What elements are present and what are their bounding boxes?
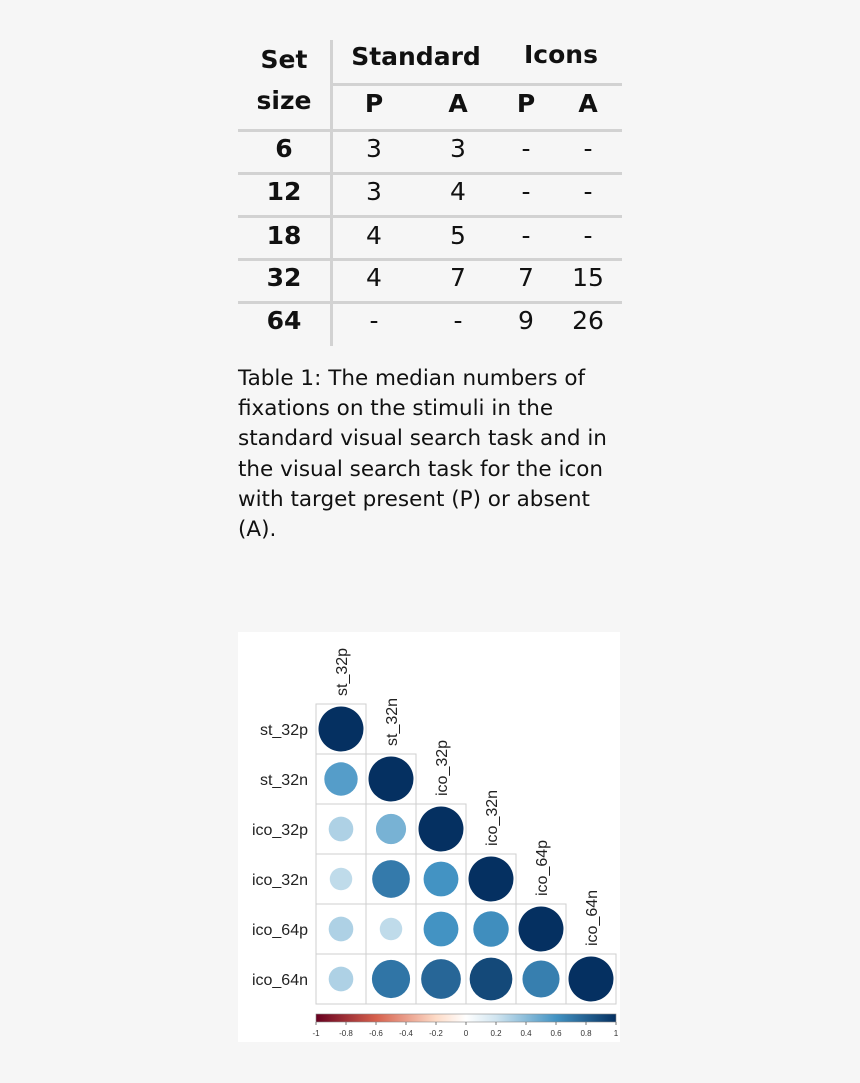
table-cell: 4 [450,177,466,206]
row-set-size: 18 [266,221,302,250]
table-cell: 3 [366,177,382,206]
colorbar-tick-label: -0.2 [429,1029,443,1038]
correlation-circle [470,958,513,1001]
colorbar-tick-label: 0.6 [550,1029,562,1038]
correlation-circle [380,918,403,941]
subcol-standard-a: A [448,89,468,118]
colorbar-tick-label: 0 [463,1029,469,1038]
colorbar-tick-label: 0.4 [520,1029,532,1038]
table-cell: 7 [518,263,534,292]
correlation-circle [372,860,410,898]
standard-group-header: Standard [351,42,481,71]
row-set-size: 32 [266,263,302,292]
column-label: ico_32p [434,739,451,796]
header-rule [238,129,622,132]
subcol-icons-a: A [578,89,598,118]
correlation-circle [329,967,354,992]
column-label: ico_32n [484,789,501,846]
row-label: st_32n [259,772,308,789]
results-table [238,40,622,346]
correlation-circle [469,857,514,902]
row-set-size: 64 [266,306,302,335]
row-label: st_32p [259,722,308,739]
correlation-circle [369,757,414,802]
correlation-circle [319,707,364,752]
colorbar [316,1014,616,1022]
correlation-circle [330,868,353,891]
colorbar-tick-label: 0.8 [580,1029,592,1038]
correlation-plot-svg [238,632,620,1042]
row-set-size: 6 [275,134,293,163]
column-label: ico_64p [534,839,551,896]
correlation-circle [324,762,357,795]
row-set-size: 12 [266,177,302,206]
table-cell: 7 [450,263,466,292]
row-rule [238,215,622,218]
colorbar-tick-label: -1 [312,1029,320,1038]
correlation-circle [522,960,559,997]
colorbar-tick-label: 1 [613,1029,619,1038]
table-cell: - [521,221,531,250]
table-cell: - [583,134,593,163]
row-label: ico_64n [251,972,308,989]
row-label: ico_32p [251,822,308,839]
correlation-circle [329,817,354,842]
colorbar-tick-label: -0.6 [369,1029,383,1038]
table-cell: - [369,306,379,335]
correlation-circle [473,911,508,946]
correlation-circle [376,814,406,844]
correlation-circle [519,907,564,952]
table-cell: 4 [366,263,382,292]
column-label: ico_64n [584,889,601,946]
table-cell: - [521,177,531,206]
correlation-circle [419,807,464,852]
column-label: st_32p [334,647,351,696]
correlation-circle [421,959,461,999]
row-rule [238,258,622,261]
table-cell: 26 [572,306,604,335]
table-cell: 5 [450,221,466,250]
correlation-circle [424,912,459,947]
subcol-icons-p: P [516,89,536,118]
row-rule [238,301,622,304]
set-size-header-line2: size [256,86,312,115]
correlation-circle [569,957,614,1002]
table-cell: 15 [572,263,604,292]
correlation-plot [238,632,620,1042]
table-cell: 3 [450,134,466,163]
table-caption: Table 1: The median numbers of fixations on the stimuli in the standard visual search task and in the visual search task for the icon with target present (P) or absent (A). [238,366,607,543]
table-cell: 3 [366,134,382,163]
correlation-circle [424,862,459,897]
table-cell: - [583,221,593,250]
colorbar-tick-label: -0.8 [339,1029,353,1038]
table-cell: 4 [366,221,382,250]
row-label: ico_32n [251,872,308,889]
set-size-header-line1: Set [260,45,308,74]
correlation-circle [329,917,354,942]
colorbar-tick-label: 0.2 [490,1029,502,1038]
group-header-rule [330,83,622,86]
correlation-circle [372,960,410,998]
table-cell: - [453,306,463,335]
colorbar-tick-label: -0.4 [399,1029,413,1038]
icons-group-header: Icons [524,40,598,69]
table-cell: 9 [518,306,534,335]
row-label: ico_64p [251,922,308,939]
table-cell: - [521,134,531,163]
column-label: st_32n [384,697,401,746]
row-rule [238,172,622,175]
table-cell: - [583,177,593,206]
subcol-standard-p: P [364,89,384,118]
